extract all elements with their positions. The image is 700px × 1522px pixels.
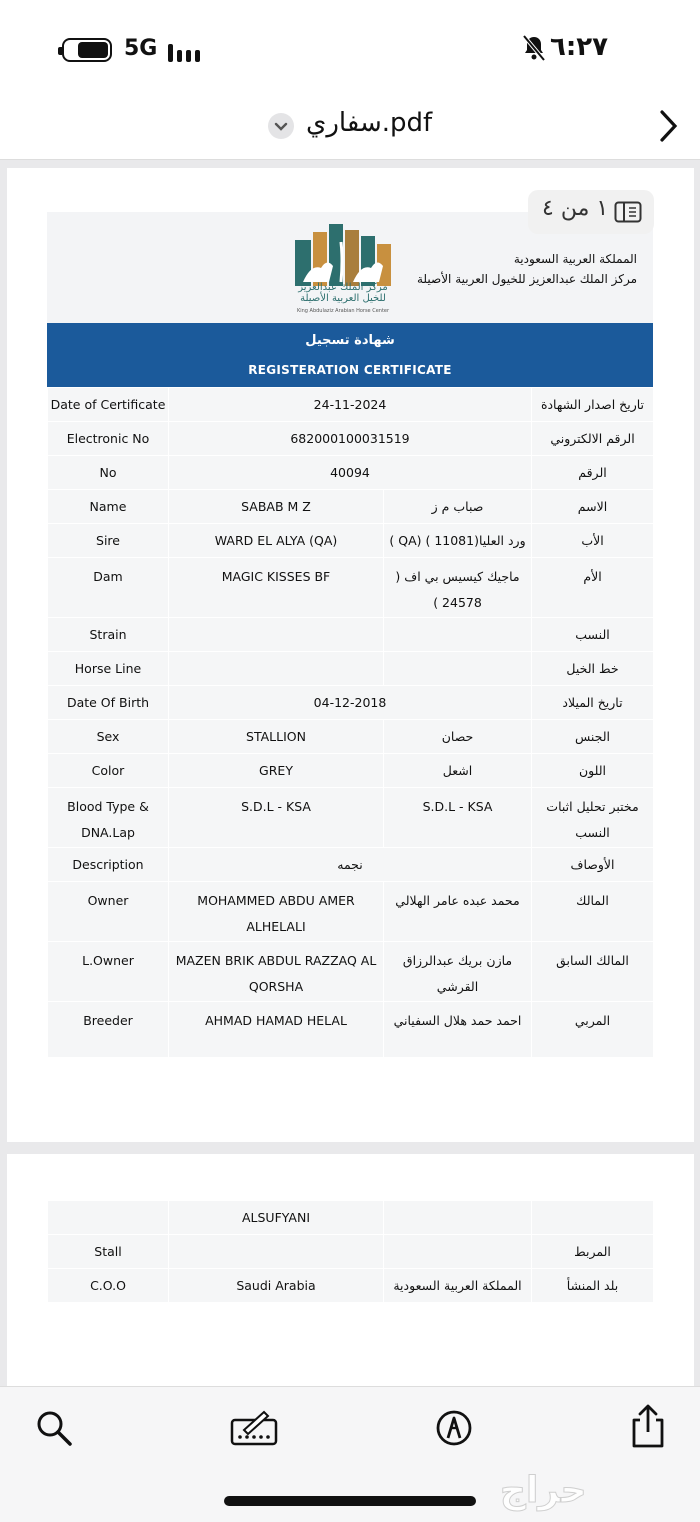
mute-bell-icon [522, 34, 546, 62]
chevron-right-icon[interactable] [656, 108, 680, 144]
row-label-ar: الرقم [532, 456, 654, 490]
sidebar-icon [614, 201, 642, 223]
row-value-ar [384, 618, 532, 652]
row-label-ar: الجنس [532, 720, 654, 754]
row-value-ar: صباب م ز [384, 490, 532, 524]
row-label-ar [532, 1201, 654, 1235]
row-label-ar: الأم [532, 558, 654, 618]
row-label-ar: المربط [532, 1235, 654, 1269]
row-value-ar: المملكة العربية السعودية [384, 1269, 532, 1303]
row-value-ar [384, 652, 532, 686]
row-value: 04-12-2018 [169, 686, 532, 720]
table-row [48, 490, 654, 524]
row-label-en: No [48, 456, 169, 490]
table-row [48, 652, 654, 686]
row-label-en: Date of Certificate [48, 388, 169, 422]
row-label-ar: المالك [532, 882, 654, 942]
table-row [48, 788, 654, 848]
row-value-ar: محمد عبده عامر الهلالي [384, 882, 532, 942]
row-value-en: S.D.L - KSA [169, 788, 384, 848]
table-row [48, 942, 654, 1002]
page-counter-text: ١ من ٤ [542, 196, 609, 221]
row-label-en: Name [48, 490, 169, 524]
row-value-en: ALSUFYANI [169, 1201, 384, 1235]
row-value-ar: مازن بريك عبدالرزاق القرشي [384, 942, 532, 1002]
row-label-en: Horse Line [48, 652, 169, 686]
row-value-ar: احمد حمد هلال السفياني [384, 1002, 532, 1058]
title-menu-button[interactable] [268, 113, 294, 139]
row-label-ar: خط الخيل [532, 652, 654, 686]
row-label-ar: تاريخ الميلاد [532, 686, 654, 720]
row-label-en: Date Of Birth [48, 686, 169, 720]
certificate-title-en: REGISTERATION CERTIFICATE [248, 363, 452, 377]
chevron-down-icon [268, 113, 294, 139]
row-value-ar: ورد العليا(11081 ) (QA ) [384, 524, 532, 558]
table-row [48, 848, 654, 882]
watermark: حراج [500, 1470, 587, 1511]
row-label-en: Color [48, 754, 169, 788]
row-value-en: GREY [169, 754, 384, 788]
row-label-en: Strain [48, 618, 169, 652]
table-row [48, 524, 654, 558]
annotate-icon[interactable] [434, 1408, 474, 1448]
row-label-en: C.O.O [48, 1269, 169, 1303]
row-label-en: Breeder [48, 1002, 169, 1058]
certificate-table [47, 387, 654, 1058]
row-value-en: AHMAD HAMAD HELAL [169, 1002, 384, 1058]
org-line-1: المملكة العربية السعودية [513, 252, 637, 266]
row-value-en: STALLION [169, 720, 384, 754]
table-row [48, 720, 654, 754]
row-label-ar: الرقم الالكتروني [532, 422, 654, 456]
row-label-ar: تاريخ اصدار الشهادة [532, 388, 654, 422]
row-value-ar [384, 1201, 532, 1235]
row-label-en: L.Owner [48, 942, 169, 1002]
row-value-en [169, 652, 384, 686]
row-value-en: MAZEN BRIK ABDUL RAZZAQ AL QORSHA [169, 942, 384, 1002]
home-indicator[interactable] [224, 1496, 476, 1506]
table-row [48, 1269, 654, 1303]
row-label-ar: المربي [532, 1002, 654, 1058]
org-line-2: مركز الملك عبدالعزيز للخيول العربية الأصيلة [416, 272, 637, 286]
search-icon[interactable] [34, 1408, 74, 1448]
page-counter[interactable] [528, 190, 654, 234]
status-bar [0, 0, 700, 100]
row-value-ar: ماجيك كيسيس بي اف ( 24578 ) [384, 558, 532, 618]
table-row [48, 388, 654, 422]
row-label-ar: المالك السابق [532, 942, 654, 1002]
row-label-ar: الأوصاف [532, 848, 654, 882]
markup-pencil-icon[interactable] [230, 1410, 278, 1448]
battery-icon [62, 38, 112, 62]
row-label-en: Sex [48, 720, 169, 754]
row-label-en: Blood Type & DNA.Lap [48, 788, 169, 848]
row-label-ar: النسب [532, 618, 654, 652]
certificate-title-banner [47, 323, 653, 387]
row-label-en: Owner [48, 882, 169, 942]
table-row [48, 686, 654, 720]
row-value-en [169, 1235, 384, 1269]
row-label-en: Sire [48, 524, 169, 558]
row-value-en: WARD EL ALYA (QA) [169, 524, 384, 558]
page2-table-wrap [47, 1200, 653, 1303]
table-row [48, 882, 654, 942]
row-value: نجمه [169, 848, 532, 882]
clock: ٦:٢٧ [550, 32, 609, 62]
page2-table [47, 1200, 654, 1303]
table-row [48, 1002, 654, 1058]
row-label-ar: بلد المنشأ [532, 1269, 654, 1303]
logo-text: مركز الملك عبدالعزيز للخيل العربية الأصيلة [298, 282, 388, 304]
row-value-ar: اشعل [384, 754, 532, 788]
row-label-en: Description [48, 848, 169, 882]
table-row [48, 422, 654, 456]
document-title[interactable]: سفاري.pdf [306, 108, 433, 138]
row-value-en: SABAB M Z [169, 490, 384, 524]
row-value-en: Saudi Arabia [169, 1269, 384, 1303]
row-value-ar [384, 1235, 532, 1269]
row-value-en: MOHAMMED ABDU AMER ALHELALI [169, 882, 384, 942]
network-type: 5G [124, 36, 158, 61]
row-label-ar: الأب [532, 524, 654, 558]
table-row [48, 456, 654, 490]
row-label-en: Electronic No [48, 422, 169, 456]
row-value-en: MAGIC KISSES BF [169, 558, 384, 618]
logo-text-en: King Abdulaziz Arabian Horse Center [296, 308, 390, 314]
row-label-ar: مختبر تحليل اثبات النسب [532, 788, 654, 848]
table-row [48, 1201, 654, 1235]
certificate [47, 212, 653, 1058]
certificate-title-ar: شهادة تسجيل [305, 333, 395, 348]
row-label-ar: الاسم [532, 490, 654, 524]
row-value-en [169, 618, 384, 652]
table-row [48, 1235, 654, 1269]
row-label-en [48, 1201, 169, 1235]
row-value: 40094 [169, 456, 532, 490]
row-value-ar: S.D.L - KSA [384, 788, 532, 848]
table-row [48, 754, 654, 788]
row-value: 24-11-2024 [169, 388, 532, 422]
share-icon[interactable] [628, 1404, 668, 1450]
table-row [48, 618, 654, 652]
row-value-ar: حصان [384, 720, 532, 754]
row-value: 682000100031519 [169, 422, 532, 456]
row-label-en: Stall [48, 1235, 169, 1269]
signal-icon [168, 40, 208, 62]
row-label-en: Dam [48, 558, 169, 618]
table-row [48, 558, 654, 618]
row-label-ar: اللون [532, 754, 654, 788]
